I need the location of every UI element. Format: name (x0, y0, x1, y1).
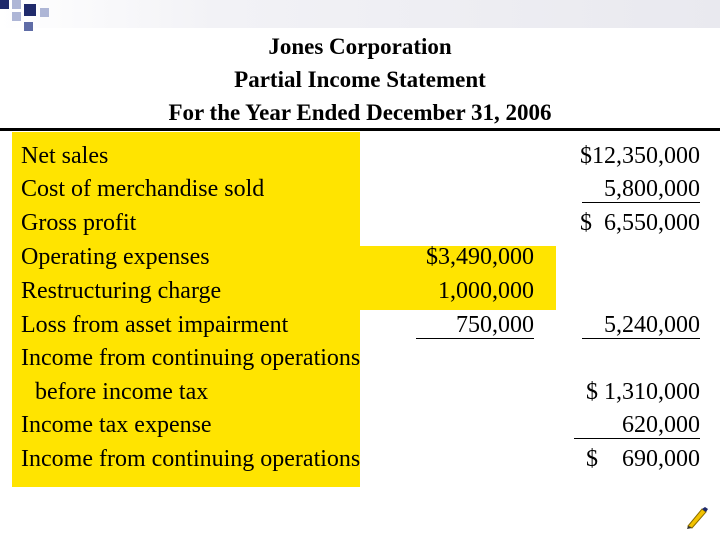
row-total: $ 690,000 (586, 446, 700, 472)
row-total-cell (582, 312, 700, 339)
decorative-header-band (0, 0, 720, 28)
row-total: 620,000 (574, 412, 700, 439)
statement-name: Partial Income Statement (234, 67, 486, 92)
row-label: Income from continuing operations (21, 345, 361, 371)
company-name: Jones Corporation (268, 34, 452, 59)
decorative-square (24, 4, 36, 16)
table-row (0, 312, 720, 345)
row-label: Operating expenses (21, 244, 210, 270)
pencil-icon (684, 506, 710, 530)
decorative-square (40, 8, 49, 17)
row-total: $ 1,310,000 (586, 379, 700, 405)
row-label: Loss from asset impairment (21, 312, 289, 338)
row-amount: 1,000,000 (438, 278, 534, 304)
row-total: 5,240,000 (582, 312, 700, 339)
table-row (0, 210, 720, 243)
statement-title (0, 30, 720, 129)
row-total: $12,350,000 (580, 143, 700, 169)
table-row (0, 345, 720, 378)
table-row (0, 446, 720, 479)
decorative-square (0, 0, 9, 9)
title-divider (0, 128, 720, 131)
table-row (0, 278, 720, 311)
row-amount: $3,490,000 (426, 244, 534, 270)
row-label: Restructuring charge (21, 278, 222, 304)
statement-period: For the Year Ended December 31, 2006 (168, 100, 552, 125)
row-label: before income tax (35, 379, 209, 405)
decorative-square (12, 12, 21, 21)
row-label: Income from continuing operations (21, 446, 361, 472)
table-row (0, 379, 720, 412)
row-total: 5,800,000 (582, 176, 700, 203)
table-row (0, 176, 720, 209)
row-label: Income tax expense (21, 412, 212, 438)
row-label: Gross profit (21, 210, 137, 236)
row-total-cell (582, 176, 700, 203)
row-total-cell (574, 412, 700, 439)
row-amount: 750,000 (416, 312, 534, 339)
decorative-square (12, 0, 21, 9)
table-row (0, 143, 720, 176)
row-label: Net sales (21, 143, 109, 169)
row-label: Cost of merchandise sold (21, 176, 265, 202)
table-row (0, 412, 720, 445)
row-amount-cell (416, 312, 534, 339)
row-total: $ 6,550,000 (580, 210, 700, 236)
table-row (0, 244, 720, 277)
